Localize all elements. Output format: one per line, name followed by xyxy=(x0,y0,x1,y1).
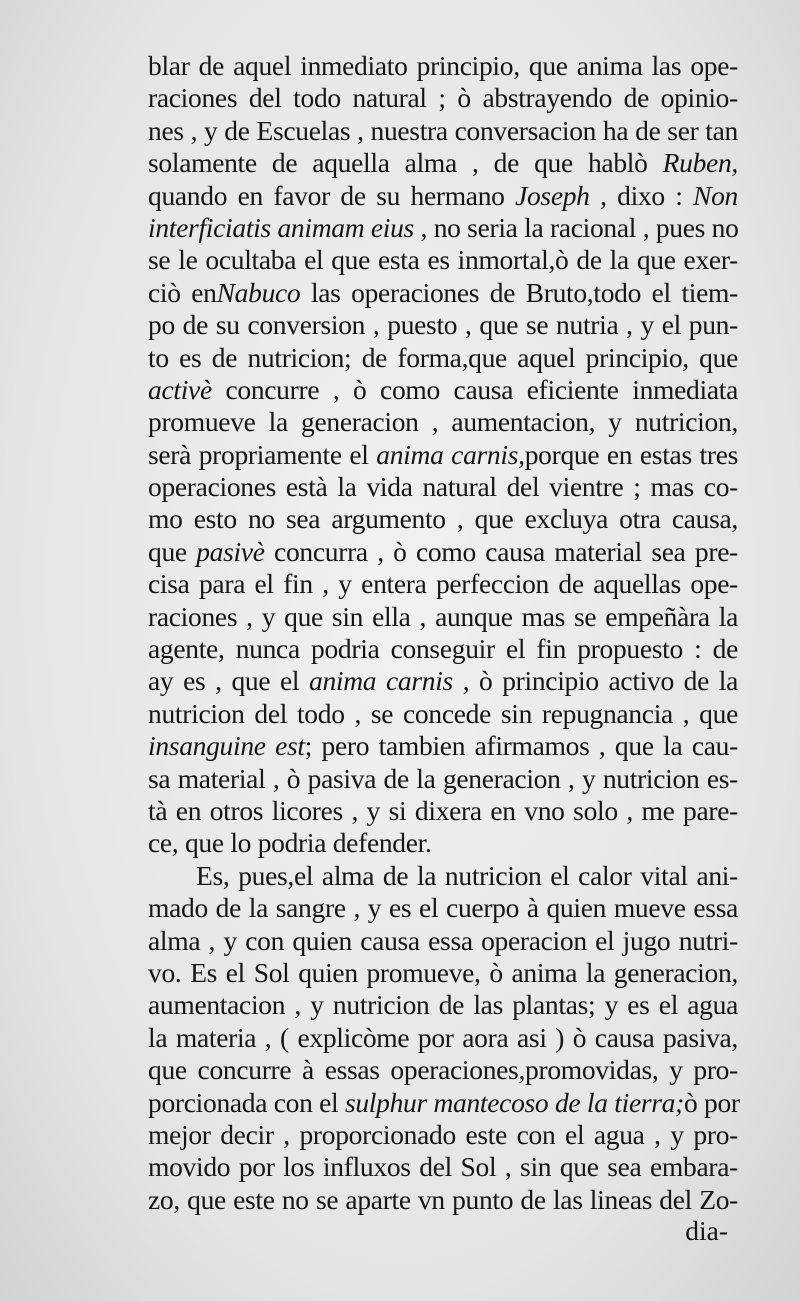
text-line xyxy=(148,1054,738,1086)
text-run: se le ocultaba el que esta es inmortal,ò de la que exer- xyxy=(148,244,738,276)
text-run: las operaciones de Bruto,todo el tiem- xyxy=(300,276,738,308)
text-run: raciones , y que sin ella , aunque mas se empeñàra la xyxy=(148,600,738,632)
main-text-block xyxy=(148,50,738,1216)
text-run: ò por xyxy=(683,1086,740,1118)
text-line xyxy=(148,698,738,730)
text-line xyxy=(148,827,738,859)
text-run: nutricion del todo , se concede sin repugnancia , que xyxy=(148,697,738,729)
text-line xyxy=(148,730,738,762)
text-line xyxy=(148,601,738,633)
text-line xyxy=(148,568,738,600)
italic-run: activè xyxy=(148,373,212,405)
text-line xyxy=(148,406,738,438)
italic-run: Non xyxy=(693,179,738,211)
text-run: porcionada con el xyxy=(148,1086,345,1118)
text-line xyxy=(148,860,738,892)
text-line xyxy=(148,82,738,114)
text-run: raciones del todo natural ; ò abstrayendo de opinio- xyxy=(148,82,738,114)
text-line xyxy=(148,633,738,665)
text-line xyxy=(148,503,738,535)
text-run: alma , y con quien causa essa operacion el jugo nutri- xyxy=(148,924,738,956)
text-run: po de su conversion , puesto , que se nutria , y el pun- xyxy=(148,309,738,341)
text-run: agente, nunca podria conseguir el fin propuesto : de xyxy=(148,633,738,665)
text-run: vo. Es el Sol quien promueve, ò anima la generacion, xyxy=(148,956,738,988)
text-run: , ò principio activo de la xyxy=(452,665,738,697)
italic-run: interficiatis animam eius xyxy=(148,211,414,243)
italic-run: Nabuco xyxy=(216,276,301,308)
italic-run: sulphur mantecoso de la tierra; xyxy=(344,1086,684,1118)
text-run: sa material , ò pasiva de la generacion , y nutricion es- xyxy=(148,762,738,794)
text-line xyxy=(148,374,738,406)
catchword: dia- xyxy=(685,1215,728,1246)
text-line xyxy=(148,342,738,374)
text-run: porque en estas tres xyxy=(524,438,739,470)
text-line xyxy=(148,50,738,82)
text-run: ay es , que el xyxy=(148,665,309,697)
text-line xyxy=(148,1119,738,1151)
text-run: quando en favor de su hermano xyxy=(148,179,516,211)
text-run: operaciones està la vida natural del vientre ; mas co- xyxy=(148,471,738,503)
text-line xyxy=(148,957,738,989)
text-run: aumentacion , y nutricion de las plantas; y es el agua xyxy=(148,989,738,1021)
bleed-through-marginalia xyxy=(740,950,800,1190)
text-run: serà propriamente el xyxy=(148,438,377,470)
italic-run: anima carnis, xyxy=(376,438,525,470)
text-line xyxy=(148,244,738,276)
text-line xyxy=(148,180,738,212)
text-line xyxy=(148,536,738,568)
text-run: la materia , ( explicòme por aora asi ) ò causa pasiva, xyxy=(148,1021,738,1053)
text-run: solamente de aquella alma , de que hablò xyxy=(148,147,663,179)
text-run: promueve la generacion , aumentacion, y nutricion, xyxy=(148,406,738,438)
text-run: ce, que lo podria defender. xyxy=(148,827,432,859)
text-run: nes , y de Escuelas , nuestra conversacion ha de ser tan xyxy=(148,114,738,146)
text-line xyxy=(148,665,738,697)
text-line xyxy=(148,309,738,341)
text-line xyxy=(148,1087,738,1119)
text-line xyxy=(148,892,738,924)
text-line xyxy=(148,147,738,179)
text-run: movido por los influxos del Sol , sin que sea embara- xyxy=(148,1151,738,1183)
text-run: mejor decir , proporcionado este con el agua , y pro- xyxy=(148,1118,738,1150)
text-line xyxy=(148,277,738,309)
text-run: que concurre à essas operaciones,promovidas, y pro- xyxy=(148,1054,738,1086)
text-line xyxy=(148,763,738,795)
text-line xyxy=(148,1022,738,1054)
text-run: que xyxy=(148,535,197,567)
text-line xyxy=(148,1184,738,1216)
text-line xyxy=(148,115,738,147)
text-run: to es de nutricion; de forma,que aquel principio, que xyxy=(148,341,738,373)
text-run: , dixo : xyxy=(589,179,694,211)
text-run: , no seria la racional , pues no xyxy=(413,211,739,243)
text-line xyxy=(148,1151,738,1183)
text-run: cisa para el fin , y entera perfeccion de aquellas ope- xyxy=(148,568,738,600)
italic-run: pasivè xyxy=(196,535,265,567)
text-run: mado de la sangre , y es el cuerpo à quien mueve essa xyxy=(148,892,738,924)
text-line xyxy=(148,925,738,957)
text-line xyxy=(148,471,738,503)
text-run: ciò en xyxy=(148,276,217,308)
text-run: zo, que este no se aparte vn punto de las lineas del Zo- xyxy=(148,1183,738,1215)
text-run: tà en otros licores , y si dixera en vno solo , me pare- xyxy=(148,794,738,826)
text-run: concurre , ò como causa eficiente inmediata xyxy=(211,373,738,405)
text-run: ; pero tambien afirmamos , que la cau- xyxy=(304,730,738,762)
text-run: blar de aquel inmediato principio, que anima las ope- xyxy=(148,50,738,81)
text-line xyxy=(148,439,738,471)
text-run: Es, pues,el alma de la nutricion el calor vital ani- xyxy=(196,859,738,891)
text-run: mo esto no sea argumento , que excluya otra causa, xyxy=(148,503,738,535)
text-line xyxy=(148,212,738,244)
italic-run: Ruben, xyxy=(662,147,738,179)
italic-run: Joseph xyxy=(515,179,590,211)
text-run: concurra , ò como causa material sea pre- xyxy=(264,535,738,567)
text-line xyxy=(148,795,738,827)
italic-run: insanguine est xyxy=(148,730,305,762)
italic-run: anima carnis xyxy=(309,665,453,697)
text-line xyxy=(148,989,738,1021)
